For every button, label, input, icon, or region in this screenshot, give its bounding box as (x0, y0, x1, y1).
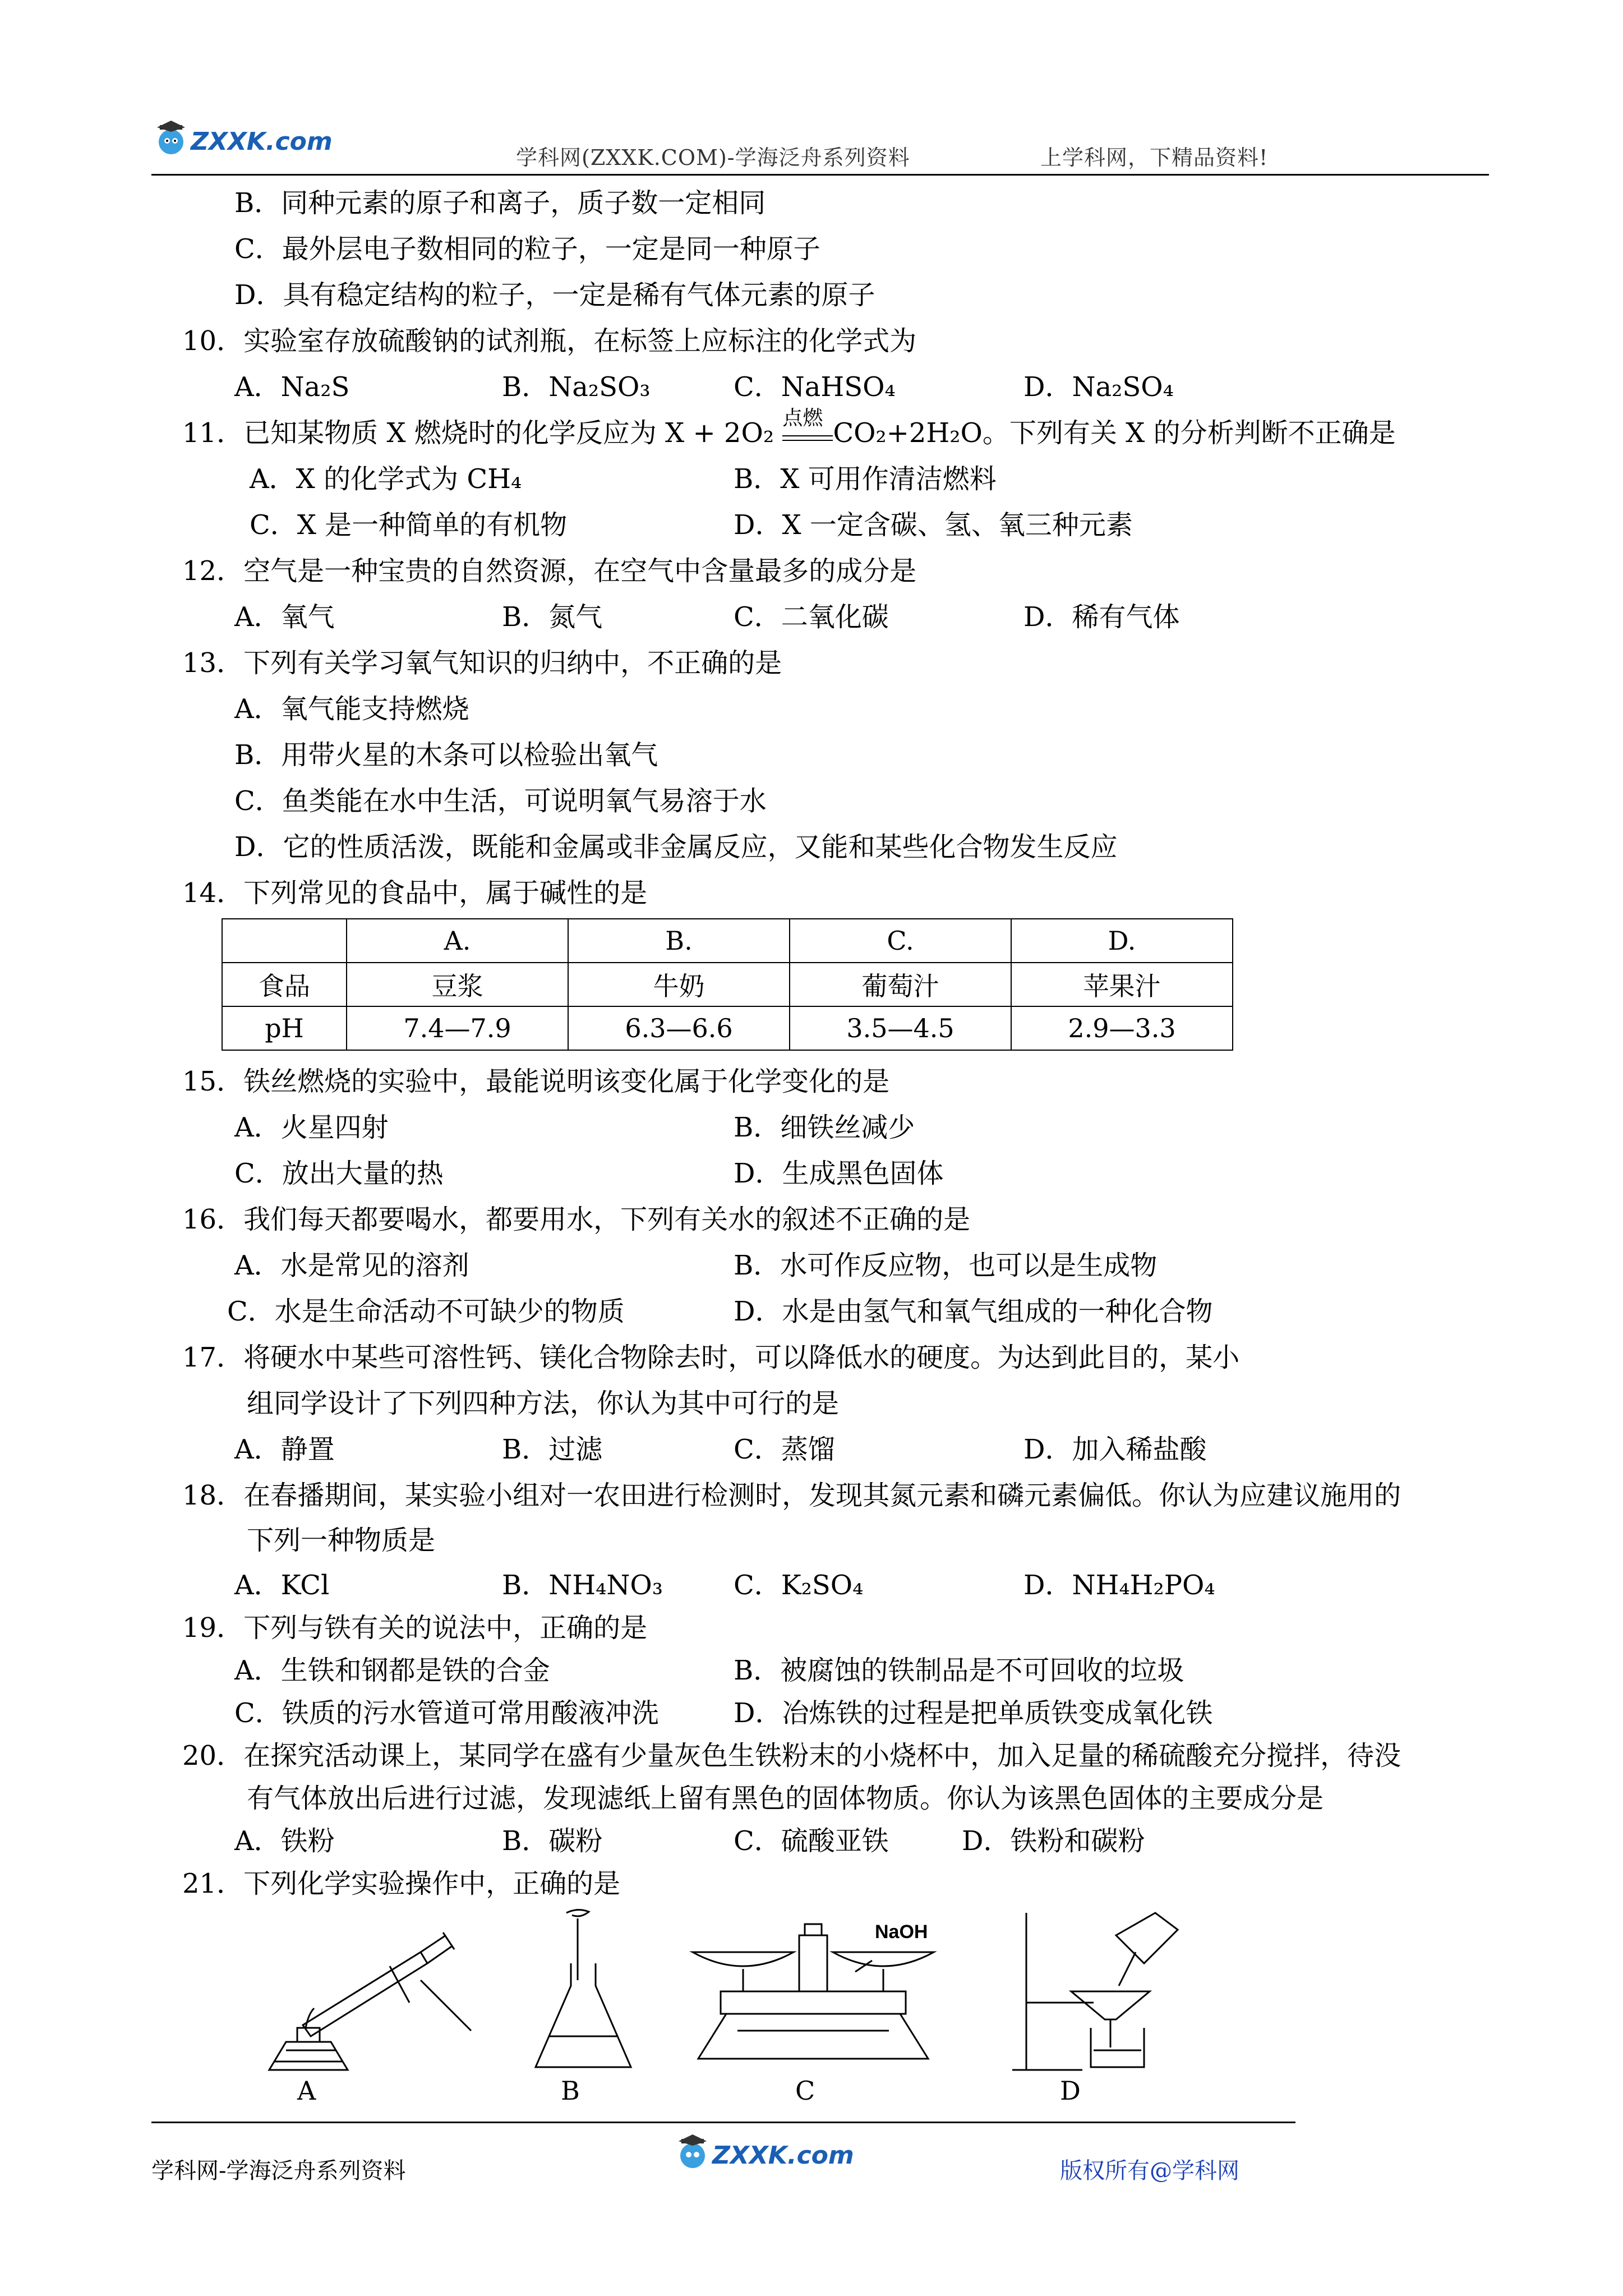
table-cell: 7.4—7.9 (347, 1006, 568, 1050)
q17-option-c: C．蒸馏 (734, 1434, 835, 1465)
footer-left: 学科网-学海泛舟系列资料 (151, 2158, 406, 2184)
q15-stem: 15．铁丝燃烧的实验中，最能说明该变化属于化学变化的是 (182, 1066, 890, 1097)
q16-option-b: B．水可作反应物，也可以是生成物 (734, 1250, 1158, 1281)
q19-option-c: C．铁质的污水管道可常用酸液冲洗 (234, 1697, 659, 1729)
q12-option-c: C．二氧化碳 (734, 601, 889, 633)
table-cell: B. (568, 919, 790, 963)
figure-c-label: C (795, 2076, 815, 2106)
mascot-icon (673, 2134, 712, 2174)
q17-stem-line1: 17．将硬水中某些可溶性钙、镁化合物除去时，可以降低水的硬度。为达到此目的，某小 (182, 1342, 1240, 1373)
q19-stem: 19．下列与铁有关的说法中，正确的是 (182, 1612, 648, 1644)
footer-right: 版权所有@学科网 (1060, 2158, 1239, 2184)
table-cell (222, 919, 347, 963)
mascot-icon (151, 121, 191, 160)
table-cell: 食品 (222, 963, 347, 1006)
ph-table (222, 918, 1233, 1051)
table-row (222, 963, 1233, 1006)
q11-stem-post: CO₂+2H₂O。下列有关 X 的分析判断不正确是 (833, 417, 1396, 449)
figure-d-label: D (1060, 2076, 1081, 2106)
figure-b-label: B (561, 2076, 580, 2106)
table-cell: 6.3—6.6 (568, 1006, 790, 1050)
figure-b-conical-flask (527, 1907, 639, 2076)
q15-option-a: A．火星四射 (234, 1112, 389, 1143)
q18-stem-line1: 18．在春播期间，某实验小组对一农田进行检测时，发现其氮元素和磷元素偏低。你认为应建议施用的 (182, 1480, 1401, 1511)
table-cell: C. (790, 919, 1011, 963)
q11-option-b: B．X 可用作清洁燃料 (734, 463, 997, 495)
q13-stem: 13．下列有关学习氧气知识的归纳中，不正确的是 (182, 647, 782, 679)
q20-option-d: D．铁粉和碳粉 (962, 1825, 1145, 1857)
header-rule (151, 174, 1489, 176)
q11-option-a: A．X 的化学式为 CH₄ (250, 463, 522, 495)
header-logo: ZXXK.com (151, 121, 333, 160)
q9-option-d: D．具有稳定结构的粒子，一定是稀有气体元素的原子 (234, 279, 875, 311)
figure-a-heating-tube (252, 1930, 488, 2076)
table-row (222, 1006, 1233, 1050)
q16-option-c: C．水是生命活动不可缺少的物质 (227, 1296, 625, 1327)
table-cell: 2.9—3.3 (1011, 1006, 1233, 1050)
naoh-label: NaOH (875, 1921, 928, 1943)
q20-option-c: C．硫酸亚铁 (734, 1825, 889, 1857)
header-center: 学科网(ZXXK.COM)-学海泛舟系列资料 (516, 145, 910, 170)
q19-option-d: D．冶炼铁的过程是把单质铁变成氧化铁 (734, 1697, 1213, 1729)
table-cell: D. (1011, 919, 1233, 963)
q14-stem: 14．下列常见的食品中，属于碱性的是 (182, 877, 648, 909)
q15-option-c: C．放出大量的热 (234, 1158, 444, 1189)
q18-option-d: D．NH₄H₂PO₄ (1023, 1570, 1215, 1601)
table-cell: 3.5—4.5 (790, 1006, 1011, 1050)
q20-option-b: B．碳粉 (502, 1825, 603, 1857)
q17-stem-line2: 组同学设计了下列四种方法，你认为其中可行的是 (247, 1388, 840, 1419)
q9-option-c: C．最外层电子数相同的粒子，一定是同一种原子 (234, 233, 820, 265)
q18-stem-line2: 下列一种物质是 (247, 1525, 436, 1556)
q18-option-a: A．KCl (234, 1570, 330, 1601)
q17-option-b: B．过滤 (502, 1434, 603, 1465)
q13-option-d: D．它的性质活泼，既能和金属或非金属反应，又能和某些化合物发生反应 (234, 831, 1118, 863)
q18-option-c: C．K₂SO₄ (734, 1570, 864, 1601)
q15-option-d: D．生成黑色固体 (734, 1158, 944, 1189)
q19-option-b: B．被腐蚀的铁制品是不可回收的垃圾 (734, 1655, 1184, 1686)
q16-stem: 16．我们每天都要喝水，都要用水，下列有关水的叙述不正确的是 (182, 1204, 971, 1235)
q11-option-c: C．X 是一种简单的有机物 (250, 509, 568, 541)
table-cell: 苹果汁 (1011, 963, 1233, 1006)
q10-option-c: C．NaHSO₄ (734, 371, 896, 403)
q11-stem (182, 407, 1396, 451)
table-cell: 牛奶 (568, 963, 790, 1006)
q13-option-a: A．氧气能支持燃烧 (234, 693, 469, 725)
table-cell: pH (222, 1006, 347, 1050)
q20-stem-line2: 有气体放出后进行过滤，发现滤纸上留有黑色的固体物质。你认为该黑色固体的主要成分是 (247, 1783, 1324, 1814)
q15-option-b: B．细铁丝减少 (734, 1112, 915, 1143)
q16-option-a: A．水是常见的溶剂 (234, 1250, 469, 1281)
header-right: 上学科网，下精品资料! (1040, 145, 1269, 170)
q10-stem: 10．实验室存放硫酸钠的试剂瓶，在标签上应标注的化学式为 (182, 325, 917, 357)
q12-stem: 12．空气是一种宝贵的自然资源，在空气中含量最多的成分是 (182, 555, 917, 587)
q17-option-d: D．加入稀盐酸 (1023, 1434, 1207, 1465)
q18-option-b: B．NH₄NO₃ (502, 1570, 663, 1601)
ph-table-header (222, 919, 1233, 963)
q12-option-b: B．氮气 (502, 601, 603, 633)
q19-option-a: A．生铁和钢都是铁的合金 (234, 1655, 550, 1686)
footer-logo: ZXXK.com (673, 2134, 854, 2174)
q9-option-b: B．同种元素的原子和离子，质子数一定相同 (234, 187, 766, 219)
q11-stem-pre: 11．已知某物质 X 燃烧时的化学反应为 X + 2O₂ (182, 417, 774, 449)
q21-stem: 21．下列化学实验操作中，正确的是 (182, 1868, 621, 1899)
figure-a-label: A (297, 2076, 316, 2106)
reaction-condition: 点燃 (782, 415, 833, 451)
q20-stem-line1: 20．在探究活动课上，某同学在盛有少量灰色生铁粉末的小烧杯中，加入足量的稀硫酸充分搅拌，待没 (182, 1740, 1401, 1772)
q11-option-d: D．X 一定含碳、氢、氧三种元素 (734, 509, 1133, 541)
table-cell: 豆浆 (347, 963, 568, 1006)
table-cell: 葡萄汁 (790, 963, 1011, 1006)
q12-option-d: D．稀有气体 (1023, 601, 1180, 633)
q16-option-d: D．水是由氢气和氧气组成的一种化合物 (734, 1296, 1213, 1327)
q10-option-b: B．Na₂SO₃ (502, 371, 651, 403)
footer-rule (151, 2122, 1295, 2123)
q12-option-a: A．氧气 (234, 601, 335, 633)
q20-option-a: A．铁粉 (234, 1825, 335, 1857)
q13-option-b: B．用带火星的木条可以检验出氧气 (234, 739, 658, 771)
q10-option-d: D．Na₂SO₄ (1023, 371, 1174, 403)
table-cell: A. (347, 919, 568, 963)
q10-option-a: A．Na₂S (234, 371, 350, 403)
q17-option-a: A．静置 (234, 1434, 335, 1465)
figure-d-filtration (1009, 1907, 1189, 2076)
q13-option-c: C．鱼类能在水中生活，可说明氧气易溶于水 (234, 785, 767, 817)
